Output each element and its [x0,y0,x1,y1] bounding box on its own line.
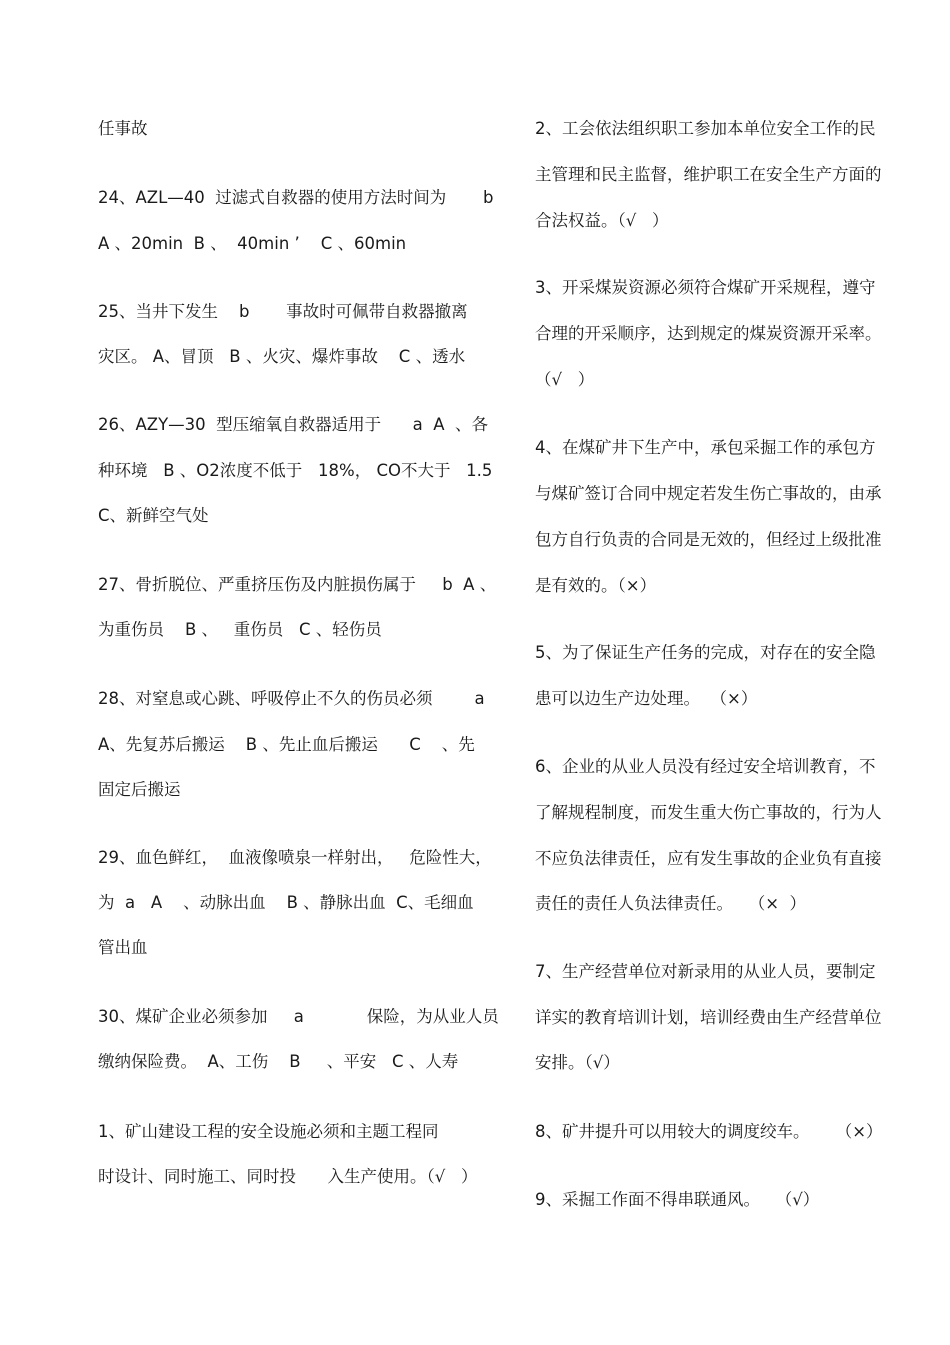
text-line: 6、企业的从业人员没有经过安全培训教育，不 [535,757,876,776]
text-line: 25、当井下发生 b 事故时可佩带自救器撤离 [98,302,468,321]
text-line: 任事故 [98,119,148,138]
text-line: 管出血 [98,938,148,957]
text-line: A、先复苏后搬运 B 、先止血后搬运 C 、先 [98,735,475,754]
text-line: 28、对窒息或心跳、呼吸停止不久的伤员必须 a [98,689,485,708]
text-line: 缴纳保险费。 A、工伤 B 、平安 C 、人寿 [98,1052,459,1071]
text-line: 9、采掘工作面不得串联通风。 （√） [535,1190,820,1209]
text-line: 4、在煤矿井下生产中，承包采掘工作的承包方 [535,438,876,457]
text-line: C、新鲜空气处 [98,506,209,525]
text-line: 详实的教育培训计划，培训经费由生产经营单位 [535,1008,882,1027]
text-line: 包方自行负责的合同是无效的，但经过上级批准 [535,530,882,549]
text-line: 5、为了保证生产任务的完成，对存在的安全隐 [535,643,876,662]
text-line: 7、生产经营单位对新录用的从业人员，要制定 [535,962,876,981]
text-line: 安排。（√） [535,1053,620,1072]
text-line: 30、煤矿企业必须参加 a 保险，为从业人员 [98,1007,499,1026]
text-line: 了解规程制度，而发生重大伤亡事故的，行为人 [535,803,882,822]
text-line: （√ ） [535,370,595,389]
text-line: 2、工会依法组织职工参加本单位安全工作的民 [535,119,876,138]
text-line: 固定后搬运 [98,780,181,799]
text-line: 不应负法律责任，应有发生事故的企业负有直接 [535,849,882,868]
text-line: 责任的责任人负法律责任。 （× ） [535,894,807,913]
text-line: 27、骨折脱位、严重挤压伤及内脏损伤属于 b A 、 [98,575,497,594]
text-line: A 、20min B 、 40min ’ C 、60min [98,234,407,253]
text-line: 为重伤员 B 、 重伤员 C 、轻伤员 [98,620,382,639]
text-line: 合法权益。（√ ） [535,211,669,230]
text-line: 灾区。 A、冒顶 B 、火灾、爆炸事故 C 、透水 [98,347,466,366]
text-line: 29、血色鲜红， 血液像喷泉一样射出， 危险性大， [98,848,492,867]
text-line: 主管理和民主监督，维护职工在安全生产方面的 [535,165,882,184]
text-line: 26、AZY—30 型压缩氧自救器适用于 a A 、各 [98,415,488,434]
text-line: 与煤矿签订合同中规定若发生伤亡事故的，由承 [535,484,882,503]
text-line: 患可以边生产边处理。 （×） [535,689,758,708]
text-line: 8、矿井提升可以用较大的调度绞车。 （×） [535,1122,883,1141]
text-line: 是有效的。（×） [535,576,657,595]
text-line: 合理的开采顺序，达到规定的煤炭资源开采率。 [535,324,882,343]
text-line: 时设计、同时施工、同时投 入生产使用。（√ ） [98,1167,478,1186]
text-line: 3、开采煤炭资源必须符合煤矿开采规程，遵守 [535,278,876,297]
text-line: 种环境 B 、O2浓度不低于 18%， CO不大于 1.5 [98,461,493,480]
text-line: 1、矿山建设工程的安全设施必须和主题工程同 [98,1122,439,1141]
text-line: 24、AZL—40 过滤式自救器的使用方法时间为 b [98,188,494,207]
text-line: 为 a A 、动脉出血 B 、静脉出血 C、毛细血 [98,893,474,912]
